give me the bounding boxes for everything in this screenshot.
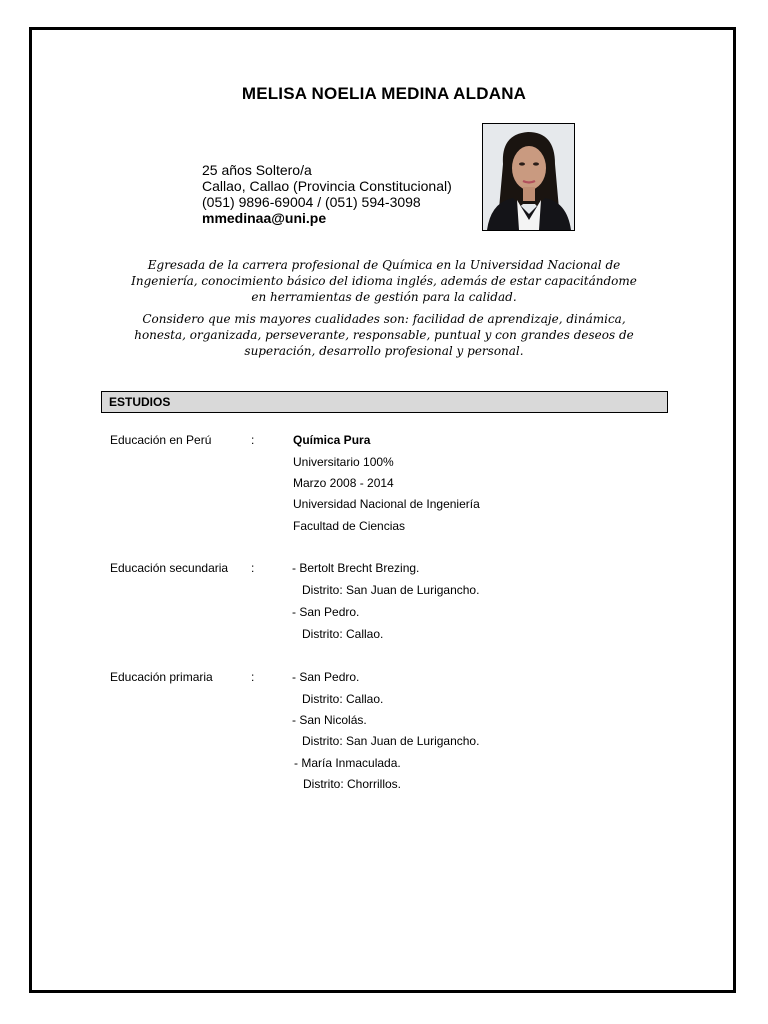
phones: (051) 9896-69004 / (051) 594-3098 [202, 194, 421, 210]
email: mmedinaa@uni.pe [202, 210, 327, 226]
summary-line: superación, desarrollo profesional y personal. [244, 344, 524, 358]
summary-line: Considero que mis mayores cualidades son: facilidad de aprendizaje, dinámica, [142, 312, 626, 326]
candidate-name: MELISA NOELIA MEDINA ALDANA [241, 84, 527, 103]
separator-colon: : [251, 670, 255, 684]
school-district: Distrito: Chorrillos. [303, 777, 402, 791]
summary-line: Egresada de la carrera profesional de Química en la Universidad Nacional de [147, 258, 621, 272]
degree-detail: Universitario 100% [293, 455, 394, 469]
location: Callao, Callao (Provincia Constitucional) [202, 178, 452, 194]
separator-colon: : [251, 433, 255, 447]
summary-line: honesta, organizada, perseverante, responsable, puntual y con grandes deseos de [134, 328, 634, 342]
degree-title: Química Pura [293, 433, 371, 447]
summary-paragraph-2 [120, 311, 648, 359]
section-header-studies: ESTUDIOS [101, 391, 668, 413]
degree-detail: Facultad de Ciencias [293, 519, 406, 533]
school-district: Distrito: Callao. [302, 627, 384, 641]
separator-colon: : [251, 561, 255, 575]
contact-block [202, 162, 452, 226]
school-district: Distrito: San Juan de Lurigancho. [302, 583, 480, 597]
label-education-peru: Educación en Perú [110, 433, 212, 447]
summary-line: en herramientas de gestión para la calidad. [251, 290, 517, 304]
school-district: Distrito: San Juan de Lurigancho. [302, 734, 480, 748]
profile-photo [482, 123, 575, 231]
label-education-secondary: Educación secundaria [110, 561, 229, 575]
school-entry: - San Pedro. [292, 670, 360, 684]
summary-line: Ingeniería, conocimiento básico del idioma inglés, además de estar capacitándome [131, 274, 637, 288]
label-education-primary: Educación primaria [110, 670, 213, 684]
school-district: Distrito: Callao. [302, 692, 384, 706]
degree-detail: Universidad Nacional de Ingeniería [293, 497, 480, 511]
school-entry: - Bertolt Brecht Brezing. [292, 561, 420, 575]
summary-paragraph-1 [120, 257, 648, 305]
degree-detail: Marzo 2008 - 2014 [293, 476, 394, 490]
school-entry: - María Inmaculada. [294, 756, 401, 770]
school-entry: - San Pedro. [292, 605, 360, 619]
age-status: 25 años Soltero/a [202, 162, 312, 178]
school-entry: - San Nicolás. [292, 713, 367, 727]
